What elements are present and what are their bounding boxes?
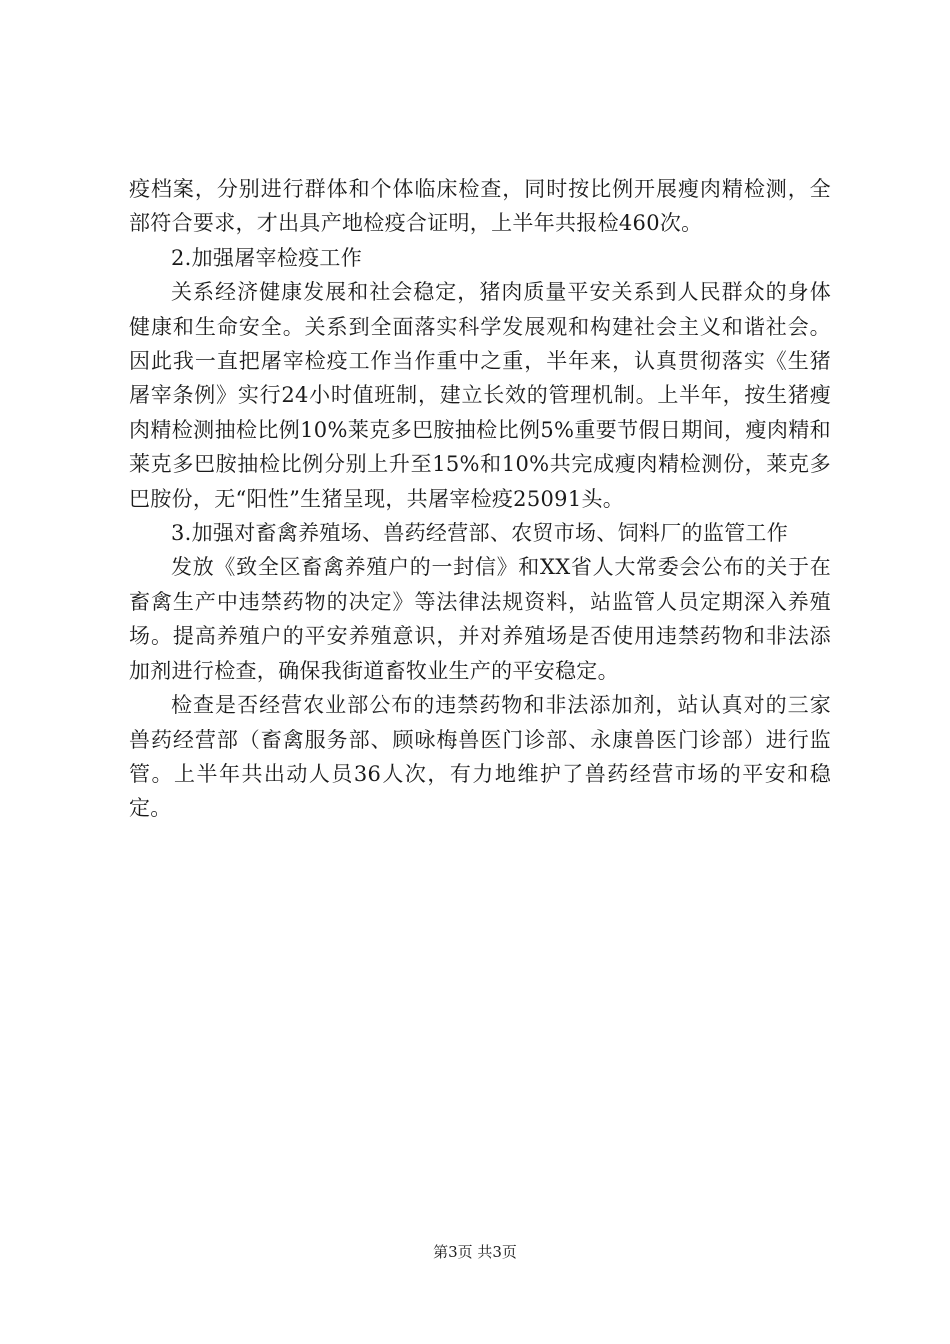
section-heading-supervision: 3.加强对畜禽养殖场、兽药经营部、农贸市场、饲料厂的监管工作 [171,521,789,546]
page-footer: 第3页 共3页 [433,1243,517,1261]
paragraph-continuation: 疫档案，分别进行群体和个体临床检查，同时按比例开展瘦肉精检测，全部符合要求，才出具产地检疫合证明，上半年共报检460次。 [129,177,831,236]
document-body [129,172,831,826]
paragraph-vet-drug-inspection: 检查是否经营农业部公布的违禁药物和非法添加剂，站认真对的三家兽药经营部（畜禽服务部、顾咏梅兽医门诊部、永康兽医门诊部）进行监管。上半年共出动人员36人次，有力地维护了兽药经营市场的平安和稳定。 [129,693,831,821]
paragraph-farm-supervision: 发放《致全区畜禽养殖户的一封信》和XX省人大常委会公布的关于在畜禽生产中违禁药物的决定》等法律法规资料，站监管人员定期深入养殖场。提高养殖户的平安养殖意识，并对养殖场是否使用违禁药物和非法添加剂进行检查，确保我街道畜牧业生产的平安稳定。 [129,555,831,683]
paragraph-slaughter-quarantine: 关系经济健康发展和社会稳定，猪肉质量平安关系到人民群众的身体健康和生命安全。关系到全面落实科学发展观和构建社会主义和谐社会。因此我一直把屠宰检疫工作当作重中之重，半年来，认真贯彻落实《生猪屠宰条例》实行24小时值班制，建立长效的管理机制。上半年，按生猪瘦肉精检测抽检比例10%莱克多巴胺抽检比例5%重要节假日期间，瘦肉精和莱克多巴胺抽检比例分别上升至15%和10%共完成瘦肉精检测份，莱克多巴胺份，无“阳性”生猪呈现，共屠宰检疫25091头。 [129,280,831,511]
section-heading-slaughter-quarantine: 2.加强屠宰检疫工作 [171,245,363,270]
